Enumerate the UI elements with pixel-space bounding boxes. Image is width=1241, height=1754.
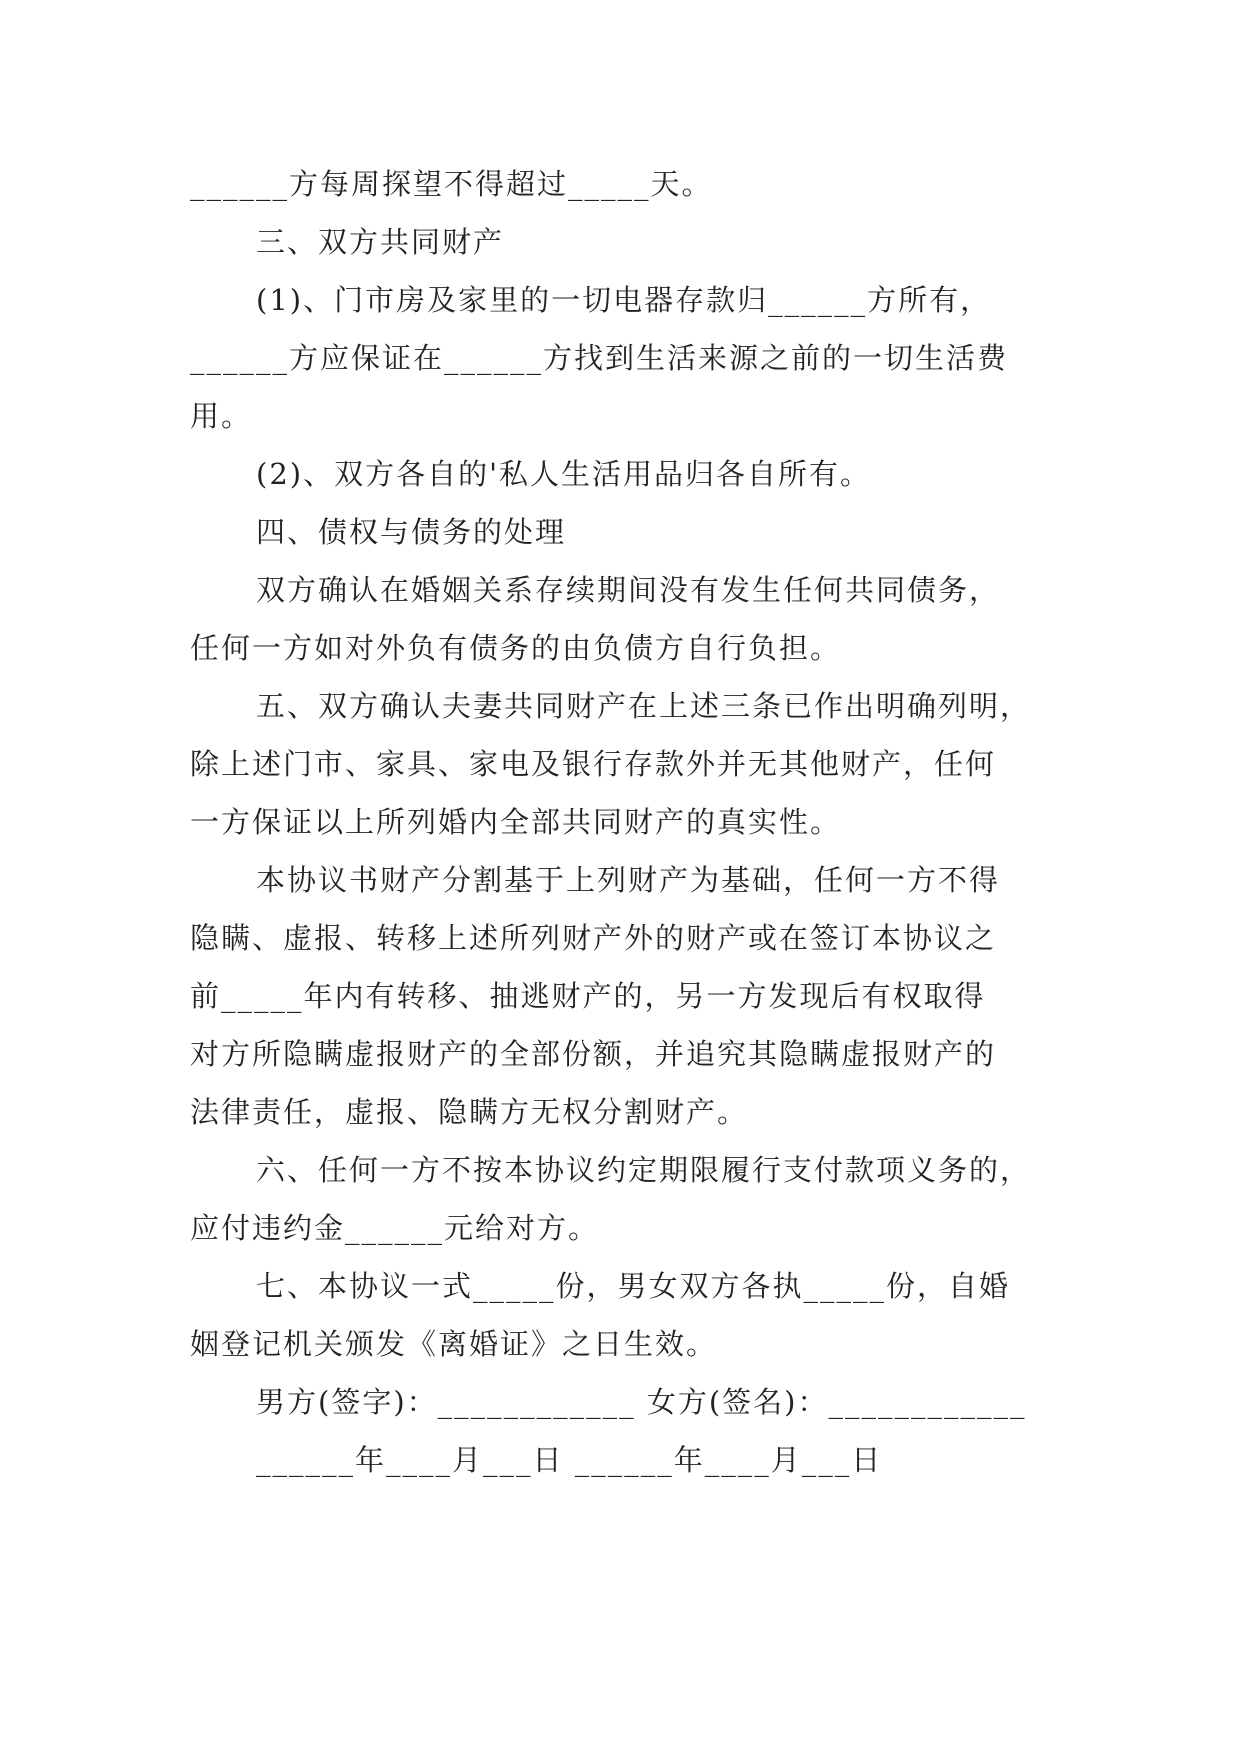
date-line: ______年____月___日 ______年____月___日 — [256, 1443, 883, 1477]
text-line: (2)、双方各自的'私人生活用品归各自所有。 — [256, 457, 872, 491]
text-line: 用。 — [190, 399, 253, 433]
text-line: 一方保证以上所列婚内全部共同财产的真实性。 — [190, 805, 842, 839]
text-line: (1)、门市房及家里的一切电器存款归______方所有， — [256, 283, 992, 317]
text-line: 法律责任，虚报、隐瞒方无权分割财产。 — [190, 1095, 749, 1129]
text-line: 前_____年内有转移、抽逃财产的，另一方发现后有权取得 — [190, 979, 986, 1013]
text-line: 五、双方确认夫妻共同财产在上述三条已作出明确列明， — [256, 689, 1032, 723]
text-line: 六、任何一方不按本协议约定期限履行支付款项义务的， — [256, 1153, 1032, 1187]
text-line: ______方每周探望不得超过_____天。 — [190, 167, 713, 201]
text-line: ______方应保证在______方找到生活来源之前的一切生活费 — [190, 341, 1009, 375]
text-line: 除上述门市、家具、家电及银行存款外并无其他财产，任何 — [190, 747, 997, 781]
text-line: 七、本协议一式_____份，男女双方各执_____份，自婚 — [256, 1269, 1011, 1303]
text-line: 姻登记机关颁发《离婚证》之日生效。 — [190, 1327, 718, 1361]
text-line: 本协议书财产分割基于上列财产为基础，任何一方不得 — [256, 863, 1001, 897]
text-line: 双方确认在婚姻关系存续期间没有发生任何共同债务， — [256, 573, 1001, 607]
text-line: 任何一方如对外负有债务的由负债方自行负担。 — [190, 631, 842, 665]
section-heading: 三、双方共同财产 — [256, 225, 505, 259]
section-heading: 四、债权与债务的处理 — [256, 515, 567, 549]
text-line: 应付违约金______元给对方。 — [190, 1211, 600, 1245]
text-line: 对方所隐瞒虚报财产的全部份额，并追究其隐瞒虚报财产的 — [190, 1037, 997, 1071]
text-line: 隐瞒、虚报、转移上述所列财产外的财产或在签订本协议之 — [190, 921, 997, 955]
document-page — [190, 155, 1060, 1489]
signature-line: 男方(签字)：____________ 女方(签名)：____________ — [256, 1385, 1027, 1419]
